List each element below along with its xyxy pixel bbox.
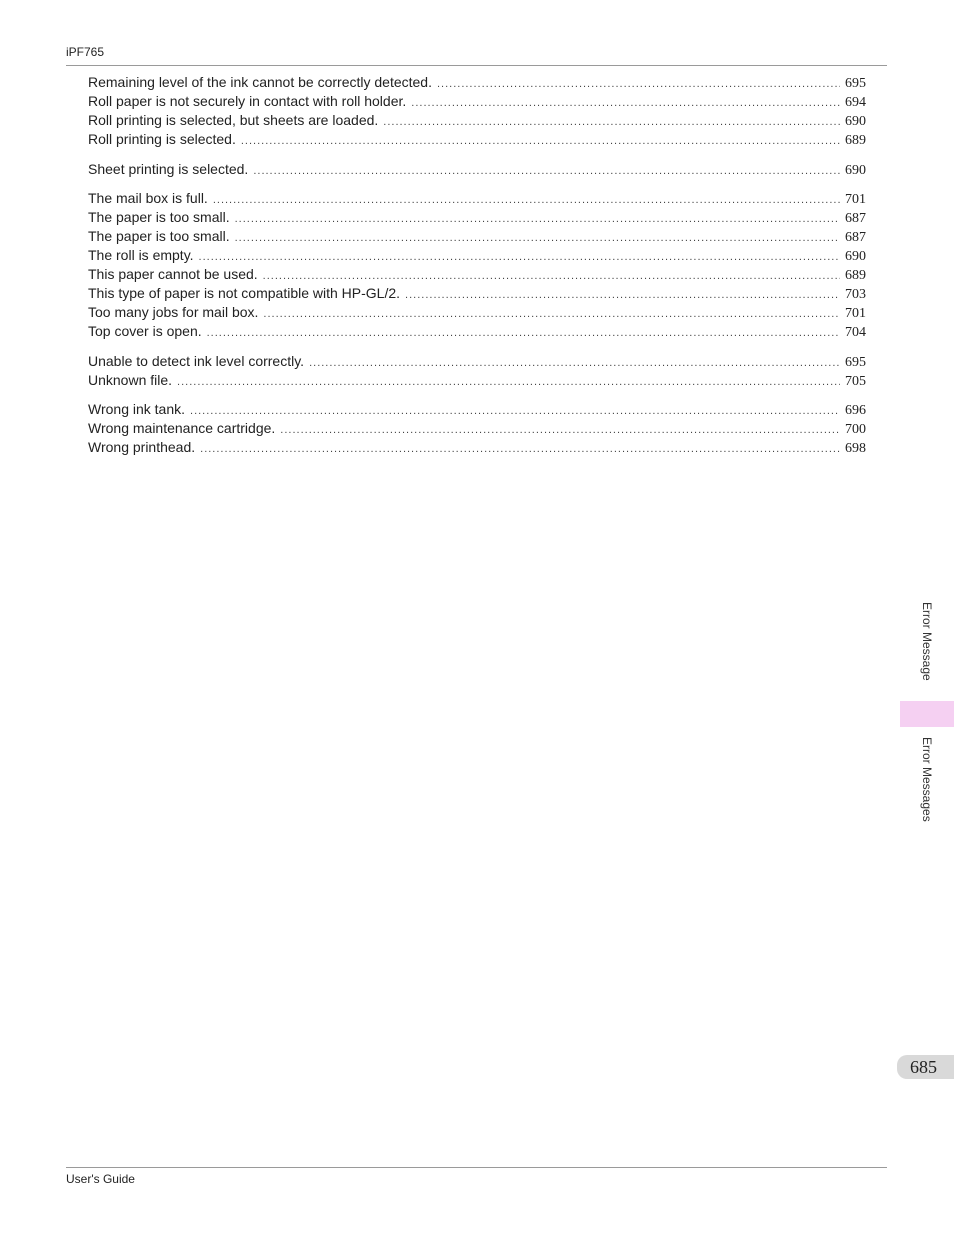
index-entry-label: Too many jobs for mail box. — [88, 304, 259, 320]
index-group — [88, 73, 866, 149]
dot-leader — [200, 440, 840, 457]
index-entry-page[interactable]: 689 — [845, 133, 866, 148]
index-entry-page[interactable]: 695 — [845, 354, 866, 370]
index-entry-label: This type of paper is not compatible with HP-GL/2. — [88, 285, 401, 301]
index-entry[interactable] — [88, 189, 866, 208]
index-entry[interactable] — [88, 284, 866, 303]
index-entry-page[interactable]: 687 — [845, 230, 866, 245]
index-entry[interactable] — [88, 111, 866, 130]
index-group — [88, 400, 866, 457]
index-entry[interactable] — [88, 371, 866, 390]
dot-leader — [241, 132, 840, 149]
dot-leader — [309, 354, 840, 371]
index-entry-label: Wrong maintenance cartridge. — [88, 420, 276, 436]
index-entry-page[interactable]: 704 — [845, 325, 866, 340]
index-entry-label: The mail box is full. — [88, 190, 208, 206]
index-entry[interactable] — [88, 265, 866, 284]
index-entry-page[interactable]: 701 — [845, 192, 866, 207]
index-entry[interactable] — [88, 438, 866, 457]
dot-leader — [235, 210, 840, 227]
dot-leader — [263, 267, 840, 284]
dot-leader — [263, 305, 840, 322]
index-group — [88, 160, 866, 179]
index-entry[interactable] — [88, 92, 866, 111]
error-message-index — [88, 73, 866, 468]
index-entry-page[interactable]: 695 — [845, 76, 866, 91]
footer-divider — [66, 1167, 887, 1168]
dot-leader — [437, 75, 840, 92]
index-entry-label: Wrong printhead. — [88, 439, 196, 455]
dot-leader — [411, 94, 840, 111]
index-entry-page[interactable]: 705 — [845, 373, 866, 389]
index-entry-page[interactable]: 703 — [845, 287, 866, 302]
index-entry[interactable] — [88, 303, 866, 322]
index-group — [88, 352, 866, 390]
dot-leader — [235, 229, 840, 246]
dot-leader — [405, 286, 840, 303]
index-entry-page[interactable]: 694 — [845, 95, 866, 110]
index-entry-label: The paper is too small. — [88, 209, 230, 225]
dot-leader — [207, 324, 840, 341]
index-entry[interactable] — [88, 160, 866, 179]
index-entry-label: Unknown file. — [88, 371, 173, 388]
page-number: 685 — [897, 1055, 954, 1079]
index-entry[interactable] — [88, 208, 866, 227]
dot-leader — [383, 113, 840, 130]
index-entry[interactable] — [88, 130, 866, 149]
index-entry-page[interactable]: 689 — [845, 268, 866, 283]
index-entry-label: Remaining level of the ink cannot be correctly detected. — [88, 74, 432, 90]
footer-title: User's Guide — [66, 1172, 135, 1186]
index-entry-page[interactable]: 687 — [845, 211, 866, 226]
index-entry[interactable] — [88, 400, 866, 419]
index-entry-label: This paper cannot be used. — [88, 266, 258, 282]
index-entry[interactable] — [88, 246, 866, 265]
dot-leader — [177, 373, 840, 390]
dot-leader — [253, 162, 840, 179]
index-entry[interactable] — [88, 322, 866, 341]
index-entry-label: Roll printing is selected, but sheets are loaded. — [88, 112, 379, 128]
index-entry[interactable] — [88, 73, 866, 92]
index-entry-label: Wrong ink tank. — [88, 401, 186, 417]
dot-leader — [199, 248, 840, 265]
index-entry[interactable] — [88, 419, 866, 438]
index-entry-label: Sheet printing is selected. — [88, 160, 249, 177]
index-entry-page[interactable]: 700 — [845, 422, 866, 437]
index-entry-page[interactable]: 701 — [845, 306, 866, 321]
side-tab-section-label: Error Message — [920, 602, 934, 681]
index-entry-label: The roll is empty. — [88, 247, 194, 263]
index-entry-label: The paper is too small. — [88, 228, 230, 244]
index-entry-page[interactable]: 690 — [845, 249, 866, 264]
index-entry-page[interactable]: 696 — [845, 403, 866, 418]
side-tab-marker — [900, 701, 954, 727]
dot-leader — [190, 402, 840, 419]
side-tab-chapter-label: Error Messages — [920, 737, 934, 822]
index-entry-label: Roll paper is not securely in contact with roll holder. — [88, 93, 407, 109]
index-entry-page[interactable]: 690 — [845, 114, 866, 129]
dot-leader — [213, 191, 840, 208]
index-entry[interactable] — [88, 227, 866, 246]
dot-leader — [280, 421, 840, 438]
index-entry-page[interactable]: 690 — [845, 162, 866, 178]
index-entry-label: Top cover is open. — [88, 323, 202, 339]
index-entry-label: Roll printing is selected. — [88, 131, 236, 147]
index-entry[interactable] — [88, 352, 866, 371]
index-group — [88, 189, 866, 341]
index-entry-label: Unable to detect ink level correctly. — [88, 352, 305, 369]
index-entry-page[interactable]: 698 — [845, 441, 866, 456]
header-title: iPF765 — [66, 45, 105, 59]
header-divider — [66, 65, 887, 66]
